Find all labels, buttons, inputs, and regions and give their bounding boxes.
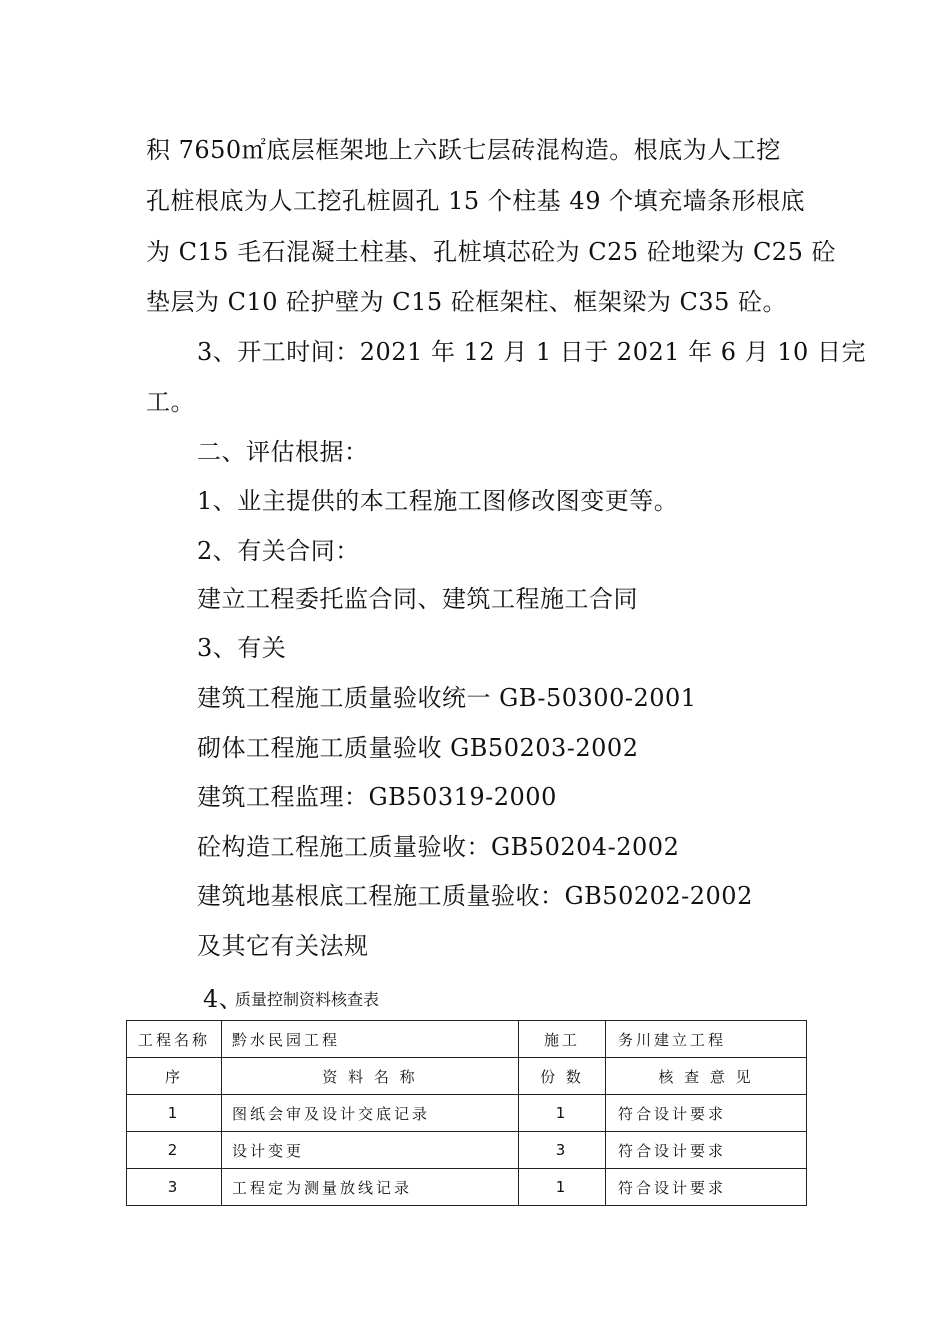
table-row — [127, 1132, 807, 1169]
body-line: 3、有关 — [197, 634, 287, 662]
row-copies: 1 — [519, 1169, 606, 1206]
table-row — [127, 1021, 807, 1058]
header-review-opinion: 核 查 意 见 — [606, 1058, 807, 1095]
body-line: 积 7650㎡底层框架地上六跃七层砖混构造。根底为人工挖 — [146, 136, 781, 164]
body-line: 垫层为 C10 砼护壁为 C15 砼框架柱、框架梁为 C35 砼。 — [146, 288, 787, 316]
row-document-name: 设计变更 — [222, 1132, 519, 1169]
row-review-opinion: 符合设计要求 — [606, 1095, 807, 1132]
body-line: 2、有关合同： — [197, 537, 360, 565]
body-line: 3、开工时间：2021 年 12 月 1 日于 2021 年 6 月 10 日完 — [197, 338, 866, 366]
quality-control-table — [126, 1020, 807, 1206]
header-copies: 份 数 — [519, 1058, 606, 1095]
row-seq: 2 — [127, 1132, 222, 1169]
header-seq: 序 — [127, 1058, 222, 1095]
standard-line: 砌体工程施工质量验收 GB50203-2002 — [197, 734, 639, 762]
standard-line: 建筑工程监理：GB50319-2000 — [197, 783, 557, 811]
row-document-name: 图纸会审及设计交底记录 — [222, 1095, 519, 1132]
body-line: 及其它有关法规 — [197, 932, 369, 960]
row-copies: 3 — [519, 1132, 606, 1169]
section-heading: 二、评估根据： — [197, 438, 369, 466]
standard-line: 建筑地基根底工程施工质量验收：GB50202-2002 — [197, 882, 753, 910]
table-row — [127, 1095, 807, 1132]
project-name-value: 黔水民园工程 — [222, 1021, 519, 1058]
table-header-row — [127, 1058, 807, 1095]
row-seq: 1 — [127, 1095, 222, 1132]
row-seq: 3 — [127, 1169, 222, 1206]
section-number: 4、 — [203, 985, 244, 1013]
body-line: 1、业主提供的本工程施工图修改图变更等。 — [197, 487, 679, 515]
table-caption: 质量控制资料核查表 — [235, 990, 380, 1009]
project-name-label: 工程名称 — [127, 1021, 222, 1058]
construction-unit-value: 务川建立工程 — [606, 1021, 807, 1058]
standard-line: 砼构造工程施工质量验收：GB50204-2002 — [197, 833, 680, 861]
table-row — [127, 1169, 807, 1206]
standard-line: 建筑工程施工质量验收统一 GB-50300-2001 — [197, 684, 697, 712]
body-line: 为 C15 毛石混凝土柱基、孔桩填芯砼为 C25 砼地梁为 C25 砼 — [146, 238, 836, 266]
construction-label: 施工 — [519, 1021, 606, 1058]
body-line: 建立工程委托监合同、建筑工程施工合同 — [197, 585, 638, 613]
row-review-opinion: 符合设计要求 — [606, 1132, 807, 1169]
row-copies: 1 — [519, 1095, 606, 1132]
header-document-name: 资 料 名 称 — [222, 1058, 519, 1095]
body-line: 孔桩根底为人工挖孔桩圆孔 15 个柱基 49 个填充墙条形根底 — [146, 187, 806, 215]
row-review-opinion: 符合设计要求 — [606, 1169, 807, 1206]
body-line: 工。 — [146, 388, 195, 416]
row-document-name: 工程定为测量放线记录 — [222, 1169, 519, 1206]
